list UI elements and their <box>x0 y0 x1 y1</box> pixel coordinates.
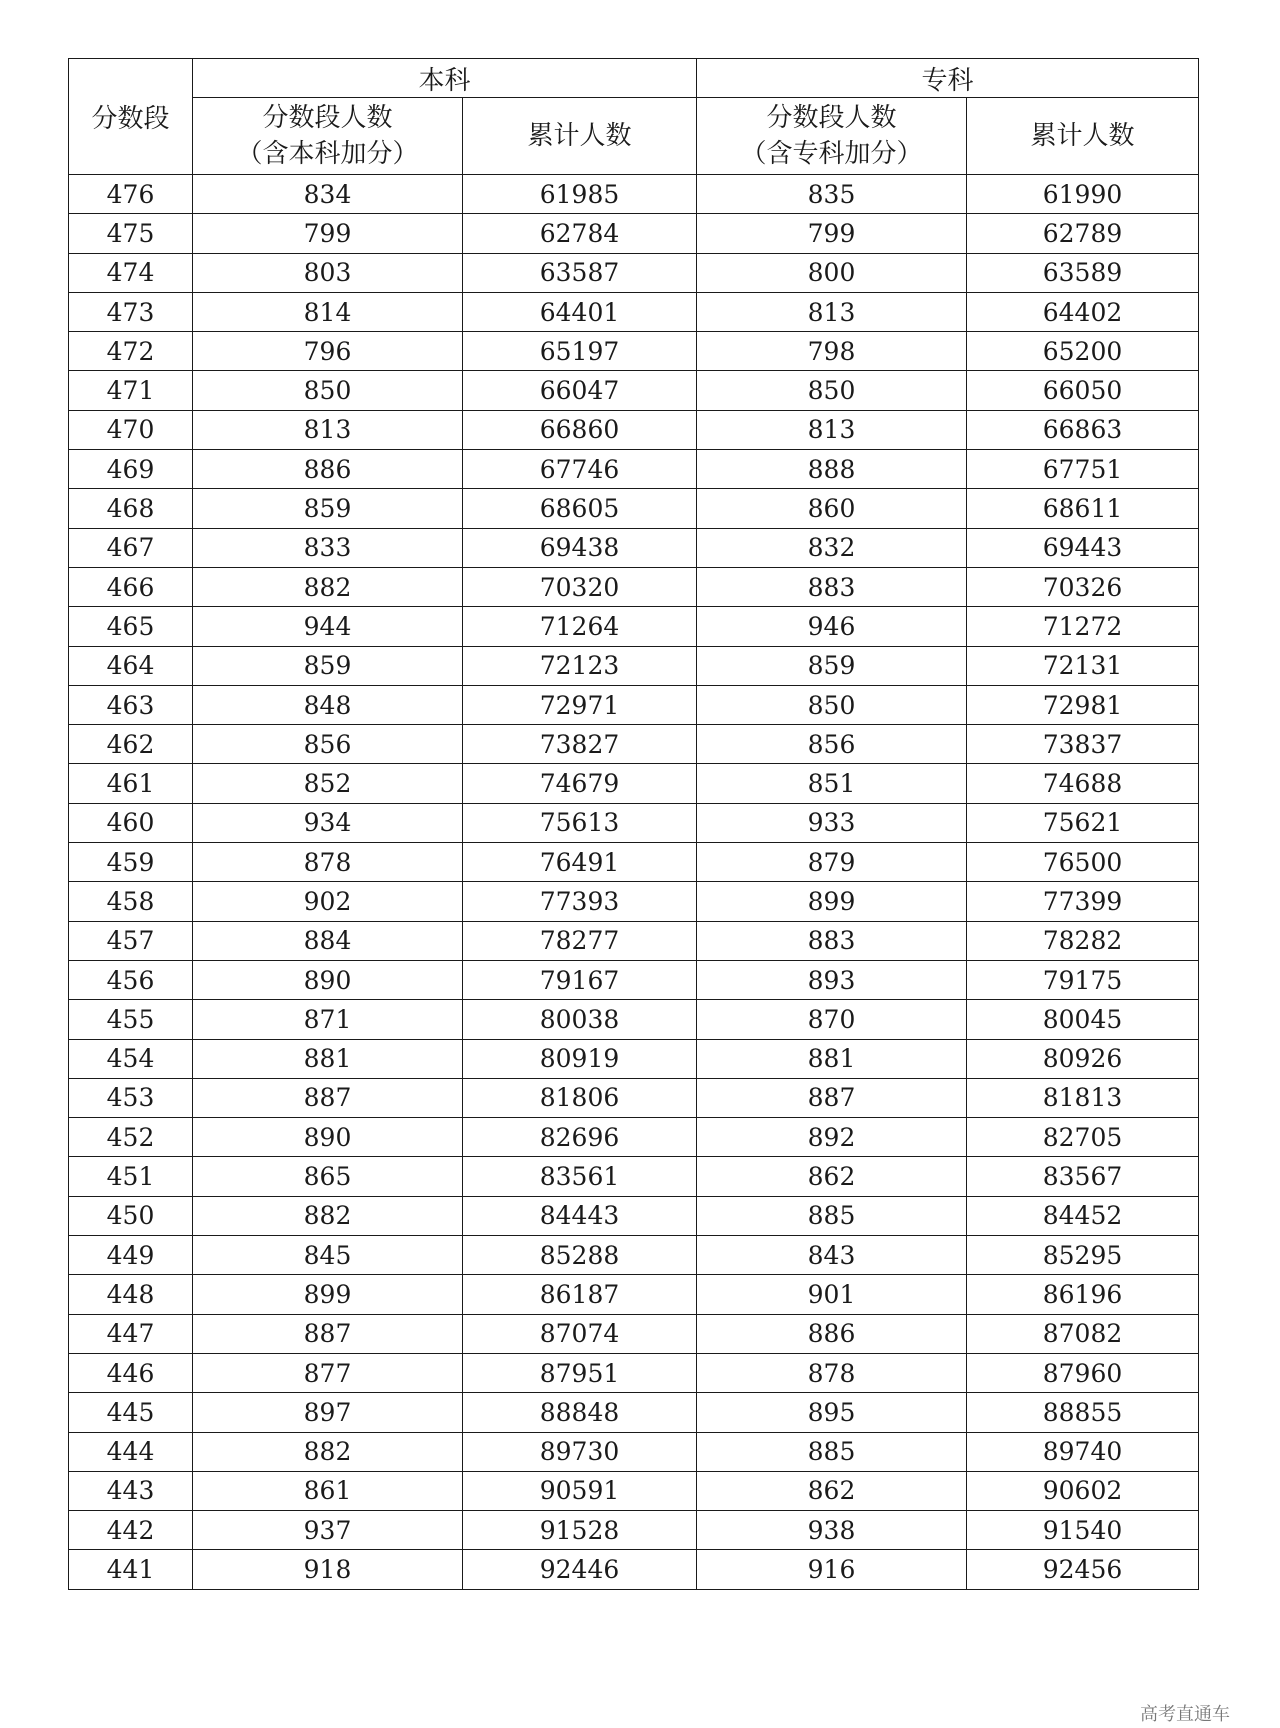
undergrad-count-cell: 918 <box>193 1550 463 1589</box>
junior-count-cell: 892 <box>697 1118 967 1157</box>
undergrad-cumulative-cell: 66860 <box>463 410 697 449</box>
junior-cumulative-cell: 62789 <box>967 214 1199 253</box>
undergrad-count-cell: 881 <box>193 1039 463 1078</box>
undergrad-count-cell: 845 <box>193 1236 463 1275</box>
undergrad-cumulative-cell: 80919 <box>463 1039 697 1078</box>
junior-count-cell: 798 <box>697 332 967 371</box>
junior-count-cell: 813 <box>697 410 967 449</box>
junior-cumulative-cell: 73837 <box>967 725 1199 764</box>
undergrad-count-cell: 861 <box>193 1471 463 1510</box>
table-row <box>69 1275 1199 1314</box>
junior-cumulative-cell: 86196 <box>967 1275 1199 1314</box>
junior-count-cell: 885 <box>697 1432 967 1471</box>
undergrad-count-header-line2: （含本科加分） <box>236 139 419 169</box>
undergrad-count-cell: 899 <box>193 1275 463 1314</box>
junior-count-cell: 879 <box>697 843 967 882</box>
header-group-row <box>69 59 1199 98</box>
junior-count-cell: 851 <box>697 764 967 803</box>
junior-cumulative-cell: 76500 <box>967 843 1199 882</box>
undergrad-count-cell: 934 <box>193 803 463 842</box>
score-cell: 466 <box>69 567 193 606</box>
junior-count-cell: 862 <box>697 1157 967 1196</box>
junior-count-header-line2: （含专科加分） <box>740 139 923 169</box>
score-cell: 449 <box>69 1236 193 1275</box>
undergrad-cumulative-cell: 68605 <box>463 489 697 528</box>
undergrad-cumulative-cell: 61985 <box>463 175 697 214</box>
undergrad-cumulative-cell: 83561 <box>463 1157 697 1196</box>
table-row <box>69 843 1199 882</box>
junior-cumulative-header: 累计人数 <box>967 98 1199 175</box>
junior-count-cell: 899 <box>697 882 967 921</box>
junior-cumulative-cell: 65200 <box>967 332 1199 371</box>
score-column-header: 分数段 <box>69 59 193 175</box>
header-sub-row <box>69 98 1199 175</box>
undergrad-count-cell: 882 <box>193 1432 463 1471</box>
score-cell: 441 <box>69 1550 193 1589</box>
junior-cumulative-cell: 91540 <box>967 1511 1199 1550</box>
undergrad-cumulative-cell: 67746 <box>463 450 697 489</box>
score-cell: 455 <box>69 1000 193 1039</box>
junior-count-cell: 832 <box>697 528 967 567</box>
score-cell: 462 <box>69 725 193 764</box>
junior-count-cell: 856 <box>697 725 967 764</box>
undergrad-cumulative-cell: 63587 <box>463 253 697 292</box>
undergrad-cumulative-cell: 74679 <box>463 764 697 803</box>
undergrad-cumulative-cell: 87074 <box>463 1314 697 1353</box>
undergrad-cumulative-cell: 65197 <box>463 332 697 371</box>
junior-count-cell: 887 <box>697 1078 967 1117</box>
undergrad-count-cell: 814 <box>193 292 463 331</box>
table-row <box>69 1157 1199 1196</box>
score-cell: 459 <box>69 843 193 882</box>
junior-cumulative-cell: 72981 <box>967 685 1199 724</box>
undergrad-count-cell: 944 <box>193 607 463 646</box>
junior-cumulative-cell: 63589 <box>967 253 1199 292</box>
junior-cumulative-cell: 71272 <box>967 607 1199 646</box>
junior-count-cell: 901 <box>697 1275 967 1314</box>
junior-group-header: 专科 <box>697 59 1199 98</box>
table-row <box>69 1078 1199 1117</box>
table-row <box>69 1118 1199 1157</box>
undergrad-cumulative-cell: 85288 <box>463 1236 697 1275</box>
score-cell: 452 <box>69 1118 193 1157</box>
undergrad-count-cell: 884 <box>193 921 463 960</box>
score-cell: 447 <box>69 1314 193 1353</box>
score-cell: 448 <box>69 1275 193 1314</box>
score-cell: 469 <box>69 450 193 489</box>
undergrad-cumulative-cell: 62784 <box>463 214 697 253</box>
score-cell: 467 <box>69 528 193 567</box>
table-row <box>69 1393 1199 1432</box>
undergrad-group-header: 本科 <box>193 59 697 98</box>
junior-cumulative-cell: 88855 <box>967 1393 1199 1432</box>
table-row <box>69 292 1199 331</box>
table-row <box>69 1432 1199 1471</box>
junior-cumulative-cell: 90602 <box>967 1471 1199 1510</box>
score-cell: 444 <box>69 1432 193 1471</box>
score-cell: 450 <box>69 1196 193 1235</box>
undergrad-cumulative-cell: 77393 <box>463 882 697 921</box>
junior-count-cell: 881 <box>697 1039 967 1078</box>
undergrad-cumulative-cell: 78277 <box>463 921 697 960</box>
junior-cumulative-cell: 92456 <box>967 1550 1199 1589</box>
junior-count-cell: 799 <box>697 214 967 253</box>
score-cell: 445 <box>69 1393 193 1432</box>
undergrad-cumulative-cell: 75613 <box>463 803 697 842</box>
table-row <box>69 1236 1199 1275</box>
score-cell: 446 <box>69 1353 193 1392</box>
junior-count-cell: 888 <box>697 450 967 489</box>
undergrad-cumulative-cell: 91528 <box>463 1511 697 1550</box>
undergrad-count-cell: 882 <box>193 567 463 606</box>
junior-count-cell: 883 <box>697 921 967 960</box>
score-cell: 472 <box>69 332 193 371</box>
undergrad-cumulative-cell: 66047 <box>463 371 697 410</box>
table-row <box>69 450 1199 489</box>
junior-count-cell: 933 <box>697 803 967 842</box>
junior-count-cell: 895 <box>697 1393 967 1432</box>
table-row <box>69 332 1199 371</box>
score-distribution-table <box>68 58 1199 1590</box>
table-row <box>69 410 1199 449</box>
table-row <box>69 371 1199 410</box>
junior-cumulative-cell: 84452 <box>967 1196 1199 1235</box>
score-cell: 451 <box>69 1157 193 1196</box>
undergrad-count-cell: 890 <box>193 960 463 999</box>
junior-count-cell: 800 <box>697 253 967 292</box>
undergrad-count-cell: 848 <box>193 685 463 724</box>
score-cell: 474 <box>69 253 193 292</box>
score-cell: 473 <box>69 292 193 331</box>
score-cell: 468 <box>69 489 193 528</box>
junior-count-cell: 862 <box>697 1471 967 1510</box>
table-row <box>69 764 1199 803</box>
junior-count-cell: 850 <box>697 371 967 410</box>
table-row <box>69 646 1199 685</box>
table-body <box>69 175 1199 1590</box>
junior-count-cell: 850 <box>697 685 967 724</box>
table-row <box>69 567 1199 606</box>
undergrad-count-cell: 799 <box>193 214 463 253</box>
junior-count-cell: 883 <box>697 567 967 606</box>
junior-cumulative-cell: 80926 <box>967 1039 1199 1078</box>
undergrad-cumulative-header: 累计人数 <box>463 98 697 175</box>
junior-count-cell: 946 <box>697 607 967 646</box>
junior-cumulative-cell: 87082 <box>967 1314 1199 1353</box>
junior-cumulative-cell: 80045 <box>967 1000 1199 1039</box>
score-cell: 461 <box>69 764 193 803</box>
undergrad-cumulative-cell: 72123 <box>463 646 697 685</box>
undergrad-cumulative-cell: 79167 <box>463 960 697 999</box>
junior-cumulative-cell: 74688 <box>967 764 1199 803</box>
junior-cumulative-cell: 69443 <box>967 528 1199 567</box>
table-row <box>69 607 1199 646</box>
table-row <box>69 175 1199 214</box>
undergrad-cumulative-cell: 90591 <box>463 1471 697 1510</box>
undergrad-count-cell: 890 <box>193 1118 463 1157</box>
junior-count-cell: 893 <box>697 960 967 999</box>
undergrad-count-header-line1: 分数段人数 <box>262 103 393 133</box>
junior-cumulative-cell: 61990 <box>967 175 1199 214</box>
undergrad-count-cell: 813 <box>193 410 463 449</box>
undergrad-count-cell: 897 <box>193 1393 463 1432</box>
score-cell: 457 <box>69 921 193 960</box>
score-cell: 454 <box>69 1039 193 1078</box>
undergrad-count-cell: 871 <box>193 1000 463 1039</box>
undergrad-cumulative-cell: 69438 <box>463 528 697 567</box>
score-cell: 463 <box>69 685 193 724</box>
undergrad-count-cell: 850 <box>193 371 463 410</box>
table-row <box>69 803 1199 842</box>
undergrad-cumulative-cell: 73827 <box>463 725 697 764</box>
score-cell: 456 <box>69 960 193 999</box>
undergrad-cumulative-cell: 84443 <box>463 1196 697 1235</box>
undergrad-count-cell: 937 <box>193 1511 463 1550</box>
junior-count-header-line1: 分数段人数 <box>766 103 897 133</box>
undergrad-count-cell: 834 <box>193 175 463 214</box>
undergrad-count-cell: 859 <box>193 489 463 528</box>
junior-count-cell: 938 <box>697 1511 967 1550</box>
junior-count-cell: 813 <box>697 292 967 331</box>
undergrad-cumulative-cell: 89730 <box>463 1432 697 1471</box>
undergrad-count-cell: 877 <box>193 1353 463 1392</box>
table-row <box>69 1353 1199 1392</box>
table-row <box>69 1511 1199 1550</box>
undergrad-count-cell: 887 <box>193 1314 463 1353</box>
junior-cumulative-cell: 78282 <box>967 921 1199 960</box>
junior-cumulative-cell: 66863 <box>967 410 1199 449</box>
table-row <box>69 1000 1199 1039</box>
junior-cumulative-cell: 85295 <box>967 1236 1199 1275</box>
score-cell: 470 <box>69 410 193 449</box>
undergrad-count-cell: 852 <box>193 764 463 803</box>
score-cell: 460 <box>69 803 193 842</box>
score-cell: 464 <box>69 646 193 685</box>
junior-count-cell: 916 <box>697 1550 967 1589</box>
table-row <box>69 1039 1199 1078</box>
undergrad-cumulative-cell: 81806 <box>463 1078 697 1117</box>
table-row <box>69 1550 1199 1589</box>
undergrad-count-cell: 887 <box>193 1078 463 1117</box>
junior-cumulative-cell: 82705 <box>967 1118 1199 1157</box>
junior-count-cell: 878 <box>697 1353 967 1392</box>
table-row <box>69 1314 1199 1353</box>
score-cell: 453 <box>69 1078 193 1117</box>
score-cell: 475 <box>69 214 193 253</box>
undergrad-count-cell: 882 <box>193 1196 463 1235</box>
undergrad-count-cell: 856 <box>193 725 463 764</box>
undergrad-cumulative-cell: 88848 <box>463 1393 697 1432</box>
undergrad-count-cell: 833 <box>193 528 463 567</box>
undergrad-cumulative-cell: 76491 <box>463 843 697 882</box>
junior-cumulative-cell: 77399 <box>967 882 1199 921</box>
junior-cumulative-cell: 70326 <box>967 567 1199 606</box>
undergrad-cumulative-cell: 71264 <box>463 607 697 646</box>
score-cell: 471 <box>69 371 193 410</box>
junior-count-header <box>697 98 967 175</box>
table-row <box>69 1196 1199 1235</box>
table-row <box>69 214 1199 253</box>
undergrad-count-cell: 796 <box>193 332 463 371</box>
table-header <box>69 59 1199 175</box>
watermark-text: 高考直通车 <box>1140 1704 1230 1725</box>
undergrad-cumulative-cell: 80038 <box>463 1000 697 1039</box>
undergrad-cumulative-cell: 92446 <box>463 1550 697 1589</box>
junior-cumulative-cell: 89740 <box>967 1432 1199 1471</box>
undergrad-count-cell: 902 <box>193 882 463 921</box>
junior-count-cell: 835 <box>697 175 967 214</box>
table-row <box>69 253 1199 292</box>
score-cell: 443 <box>69 1471 193 1510</box>
junior-cumulative-cell: 72131 <box>967 646 1199 685</box>
undergrad-count-cell: 878 <box>193 843 463 882</box>
junior-count-cell: 860 <box>697 489 967 528</box>
undergrad-cumulative-cell: 87951 <box>463 1353 697 1392</box>
undergrad-cumulative-cell: 72971 <box>463 685 697 724</box>
junior-count-cell: 870 <box>697 1000 967 1039</box>
table-row <box>69 685 1199 724</box>
table-row <box>69 489 1199 528</box>
junior-cumulative-cell: 66050 <box>967 371 1199 410</box>
table-row <box>69 1471 1199 1510</box>
undergrad-count-cell: 865 <box>193 1157 463 1196</box>
table-row <box>69 725 1199 764</box>
junior-cumulative-cell: 87960 <box>967 1353 1199 1392</box>
table-row <box>69 528 1199 567</box>
junior-cumulative-cell: 83567 <box>967 1157 1199 1196</box>
junior-cumulative-cell: 81813 <box>967 1078 1199 1117</box>
score-cell: 465 <box>69 607 193 646</box>
undergrad-cumulative-cell: 82696 <box>463 1118 697 1157</box>
junior-cumulative-cell: 79175 <box>967 960 1199 999</box>
junior-cumulative-cell: 67751 <box>967 450 1199 489</box>
table-row <box>69 882 1199 921</box>
score-cell: 476 <box>69 175 193 214</box>
table-row <box>69 960 1199 999</box>
junior-count-cell: 859 <box>697 646 967 685</box>
junior-cumulative-cell: 64402 <box>967 292 1199 331</box>
junior-cumulative-cell: 75621 <box>967 803 1199 842</box>
undergrad-count-cell: 803 <box>193 253 463 292</box>
junior-cumulative-cell: 68611 <box>967 489 1199 528</box>
junior-count-cell: 885 <box>697 1196 967 1235</box>
score-cell: 458 <box>69 882 193 921</box>
undergrad-count-header <box>193 98 463 175</box>
undergrad-cumulative-cell: 64401 <box>463 292 697 331</box>
table-row <box>69 921 1199 960</box>
undergrad-count-cell: 886 <box>193 450 463 489</box>
junior-count-cell: 886 <box>697 1314 967 1353</box>
junior-count-cell: 843 <box>697 1236 967 1275</box>
undergrad-cumulative-cell: 86187 <box>463 1275 697 1314</box>
score-cell: 442 <box>69 1511 193 1550</box>
undergrad-cumulative-cell: 70320 <box>463 567 697 606</box>
undergrad-count-cell: 859 <box>193 646 463 685</box>
